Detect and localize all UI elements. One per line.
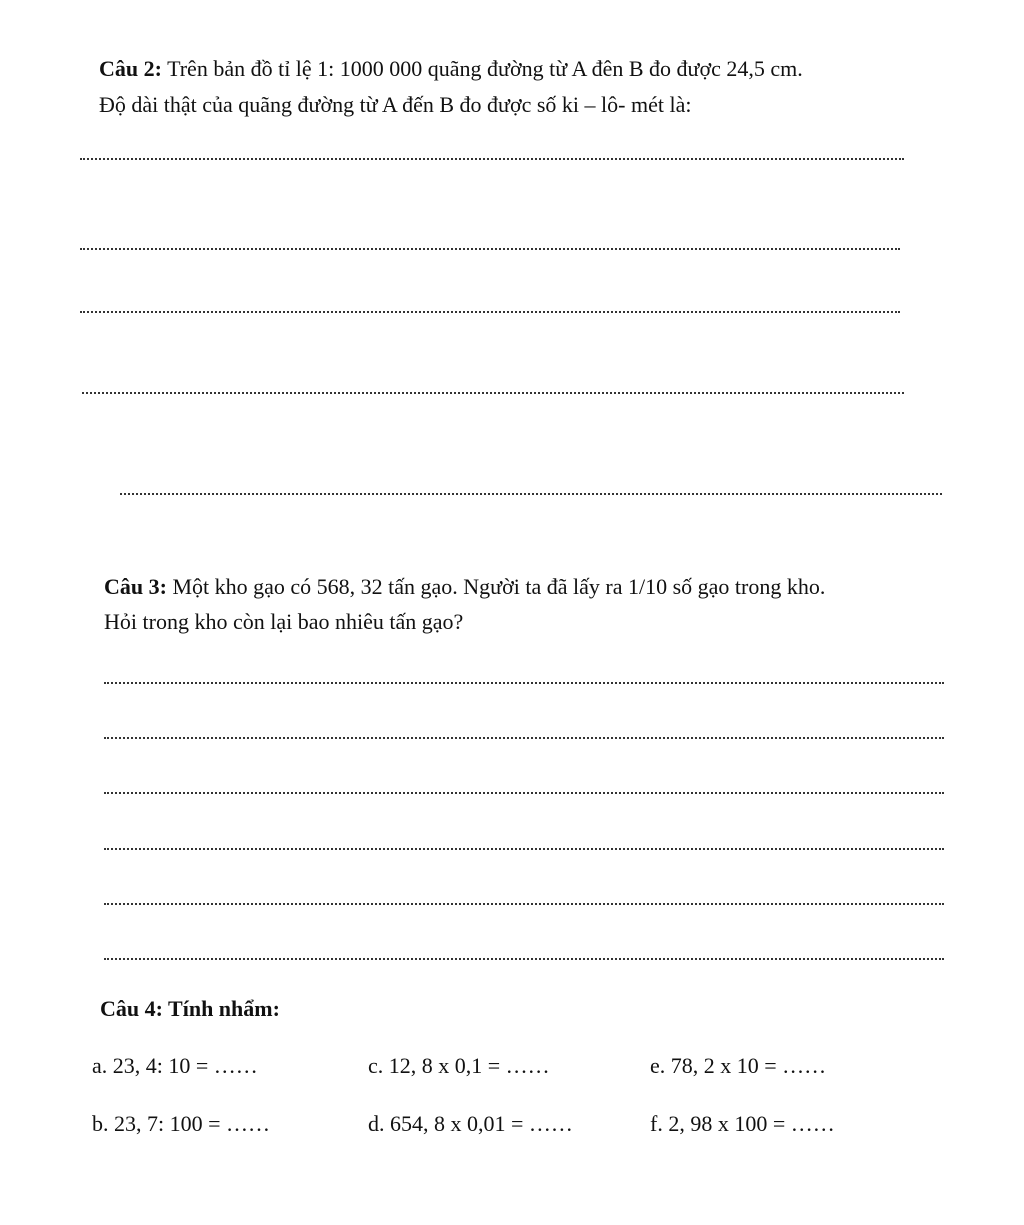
calc-item-d: d. 654, 8 x 0,01 = …… bbox=[368, 1111, 573, 1136]
calc-item-c: c. 12, 8 x 0,1 = …… bbox=[368, 1053, 550, 1078]
question-3-line-1 bbox=[104, 574, 825, 600]
answer-line bbox=[104, 958, 944, 960]
answer-line bbox=[80, 158, 904, 160]
answer-line bbox=[104, 903, 944, 905]
answer-line bbox=[104, 848, 944, 850]
calc-item-f: f. 2, 98 x 100 = …… bbox=[650, 1111, 835, 1136]
question-3-text-line-1: Một kho gạo có 568, 32 tấn gạo. Người ta đã lấy ra 1/10 số gạo trong kho. bbox=[172, 574, 826, 599]
question-3-text-line-2: Hỏi trong kho còn lại bao nhiêu tấn gạo? bbox=[104, 609, 464, 634]
question-2-text-line-1: Trên bản đồ tỉ lệ 1: 1000 000 quãng đường từ A đên B đo được 24,5 cm. bbox=[167, 56, 803, 81]
answer-line bbox=[104, 792, 944, 794]
question-2-line-1 bbox=[99, 56, 803, 82]
calc-item-b: b. 23, 7: 100 = …… bbox=[92, 1111, 271, 1136]
answer-line bbox=[80, 248, 900, 250]
answer-line bbox=[80, 311, 900, 313]
question-4-label: Câu 4: Tính nhẩm: bbox=[100, 996, 280, 1021]
answer-line bbox=[104, 737, 944, 739]
question-3-label: Câu 3: bbox=[104, 574, 167, 599]
calc-item-e: e. 78, 2 x 10 = …… bbox=[650, 1053, 827, 1078]
calc-item-a: a. 23, 4: 10 = …… bbox=[92, 1053, 258, 1078]
answer-line bbox=[82, 392, 904, 394]
answer-line bbox=[120, 493, 942, 495]
question-2-text-line-2: Độ dài thật của quãng đường từ A đến B đo được số ki – lô- mét là: bbox=[99, 92, 692, 117]
question-2-label: Câu 2: bbox=[99, 56, 162, 81]
answer-line bbox=[104, 682, 944, 684]
